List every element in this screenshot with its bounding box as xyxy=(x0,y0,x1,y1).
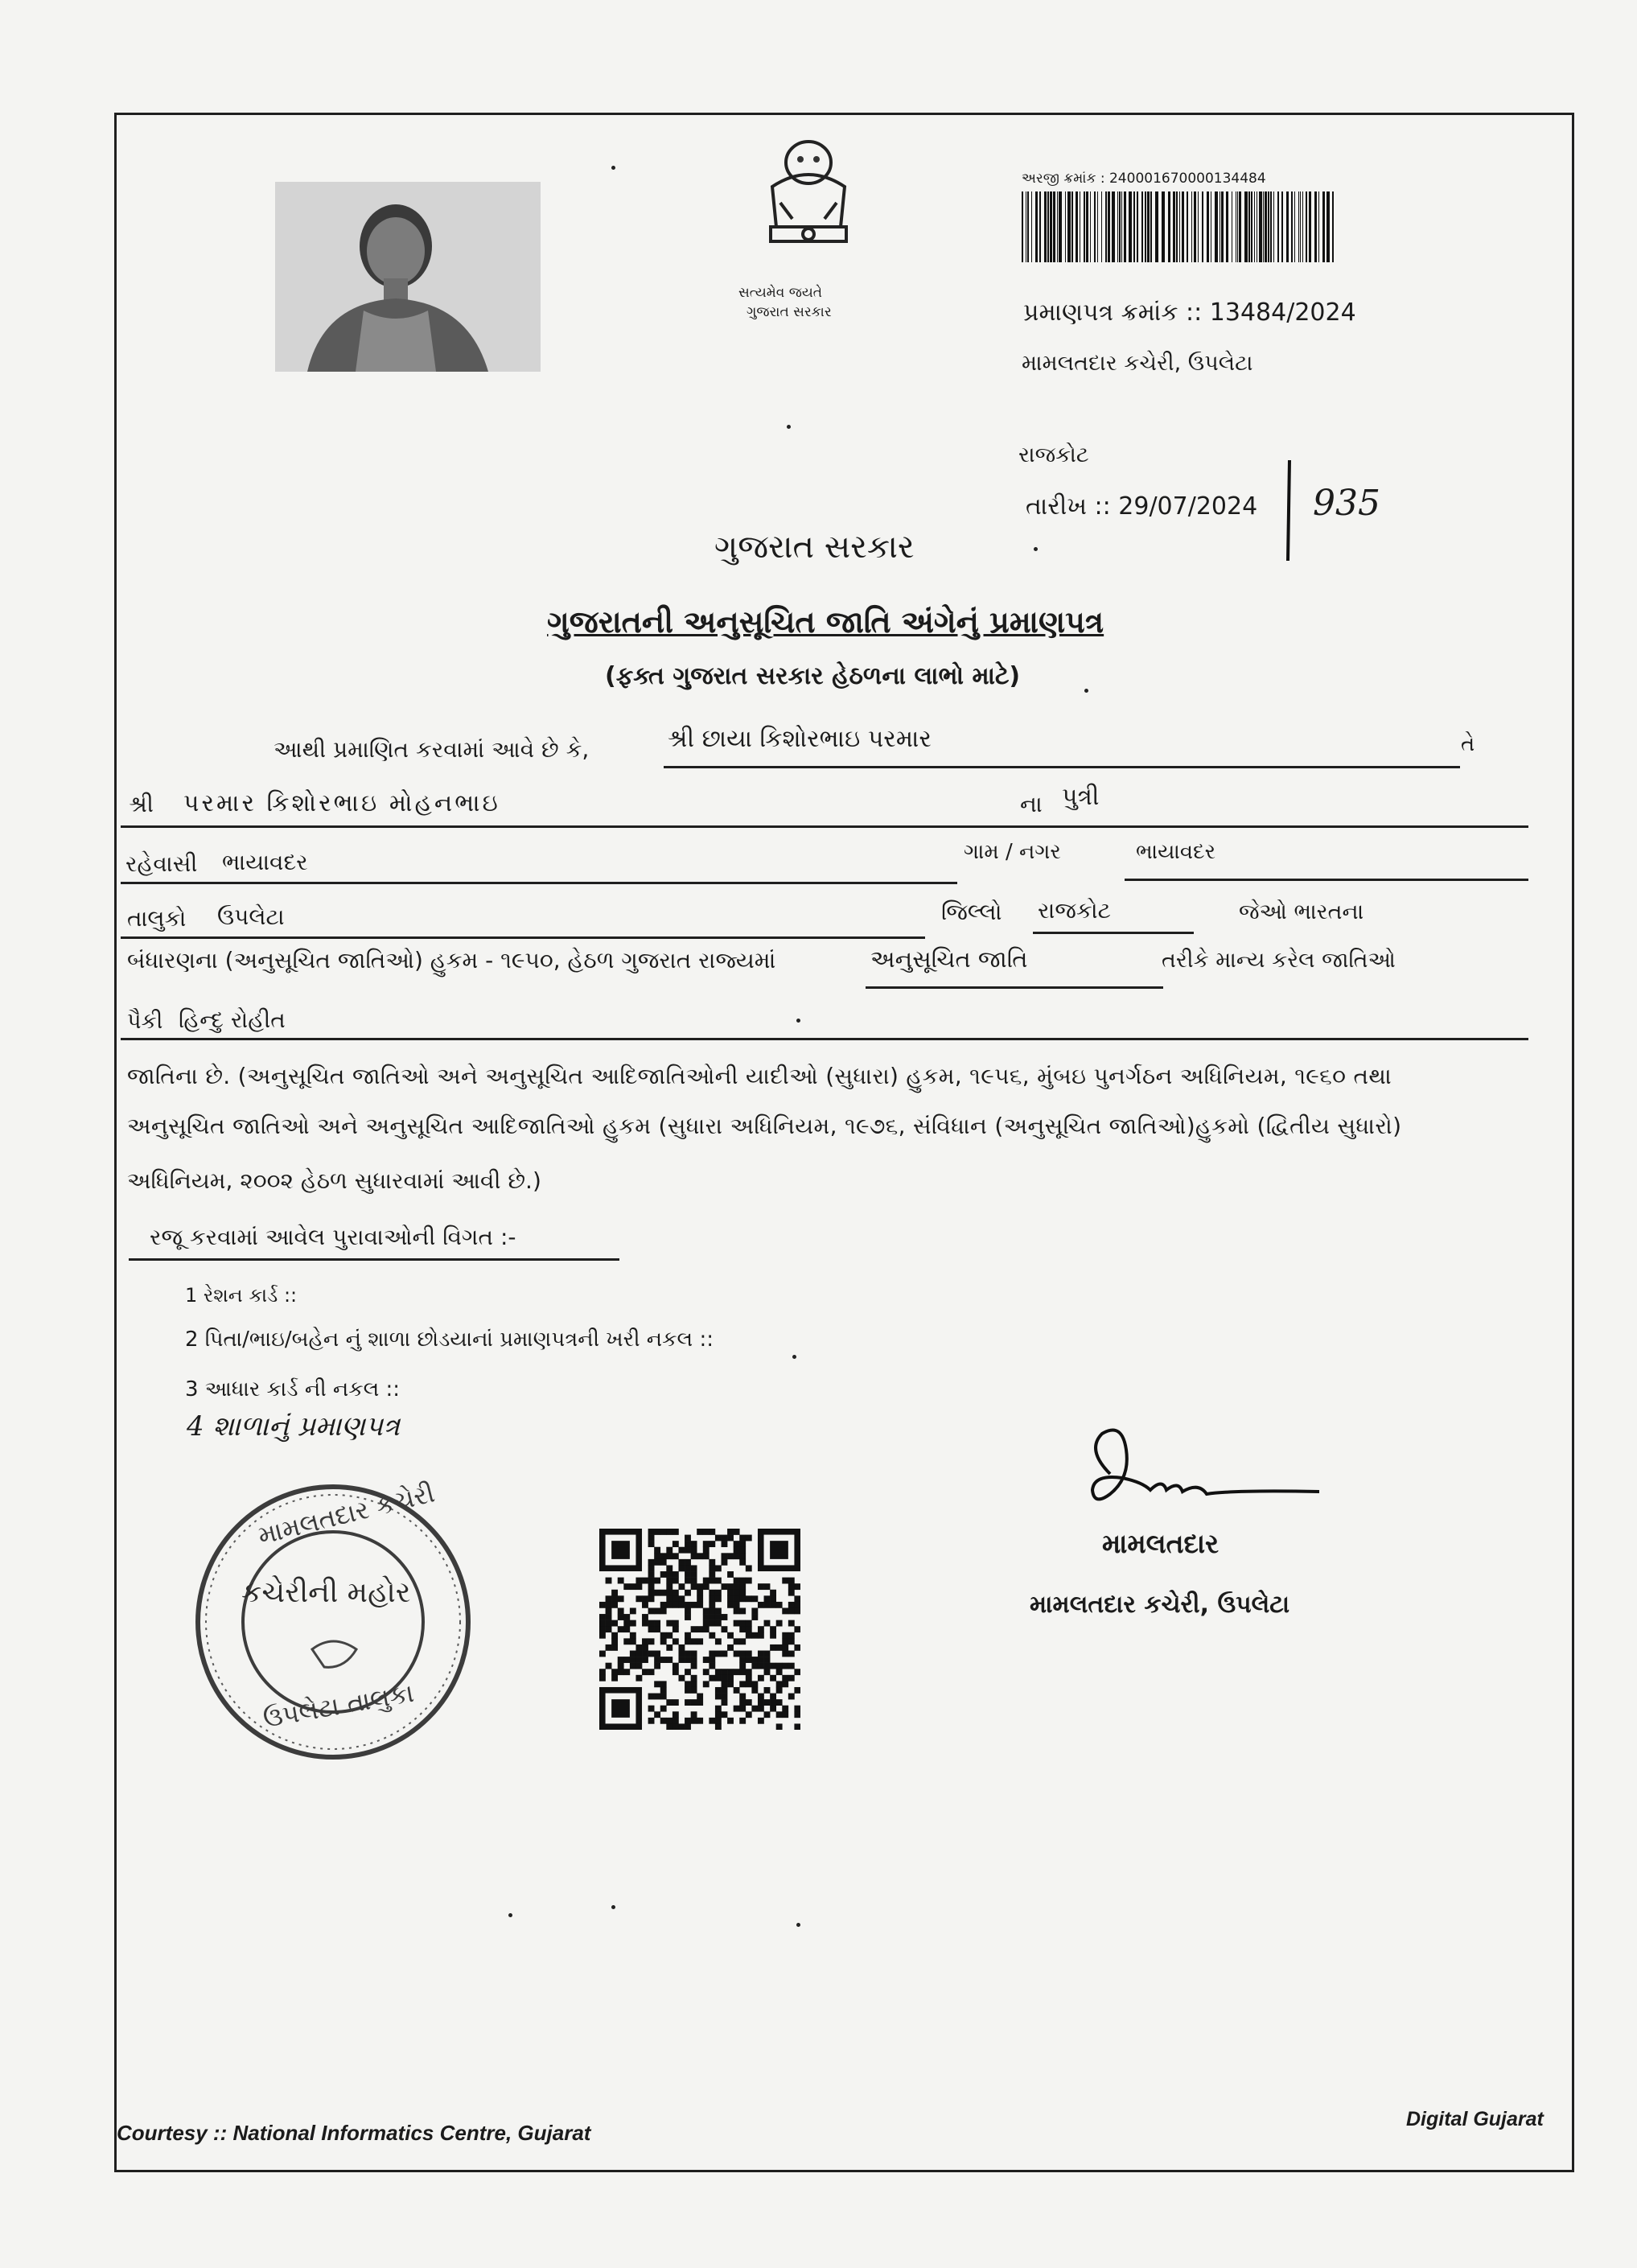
india-text: જેઓ ભારતના xyxy=(1239,899,1364,924)
certificate-number: પ્રમાણપત્ર ક્રમાંક :: 13484/2024 xyxy=(1023,298,1356,327)
evidence-item-3: 3 આધાર કાર્ડ ની નકલ :: xyxy=(185,1377,401,1402)
signature xyxy=(1062,1418,1327,1522)
evidence-item-1: 1 રેશન કાર્ડ :: xyxy=(185,1284,298,1307)
application-number: અરજી ક્રમાંક : 240001670000134484 xyxy=(1022,171,1266,187)
district-label: જિલ્લો xyxy=(941,899,1002,925)
emblem-caption-1: સત્યમેવ જયતે xyxy=(738,285,823,301)
qr-code xyxy=(599,1529,800,1730)
barcode xyxy=(1022,191,1337,262)
office-name: મામલતદાર કચેરી, ઉપલેટા xyxy=(1022,351,1253,376)
te-text: તે xyxy=(1461,732,1475,756)
recognized-text: તરીકે માન્ય કરેલ જાતિઓ xyxy=(1162,948,1396,973)
among-label: પૈકી xyxy=(127,1009,163,1034)
resident-label: રહેવાસી xyxy=(125,850,198,877)
category-value: અનુસૂચિત જાતિ xyxy=(870,945,1028,973)
certificate-frame xyxy=(114,113,1574,2172)
village-value: ભાયાવદર xyxy=(1136,840,1216,864)
shri-label: શ્રી xyxy=(129,791,154,817)
government-title: ગુજરાત સરકાર xyxy=(714,529,915,566)
taluka-label: તાલુકો xyxy=(127,905,187,932)
certificate-date: તારીખ :: 29/07/2024 xyxy=(1026,492,1258,521)
signatory-title: મામલતદાર xyxy=(1102,1528,1220,1559)
applicant-photo xyxy=(275,182,541,372)
certificate-subtitle: (ફક્ત ગુજરાત સરકાર હેઠળના લાભો માટે) xyxy=(605,662,1021,690)
handwritten-number: 935 xyxy=(1313,483,1380,524)
emblem-icon xyxy=(748,130,869,291)
district-value: રાજકોટ xyxy=(1038,897,1111,924)
evidence-item-2: 2 પિતા/ભાઇ/બહેન નું શાળા છોડયાનાં પ્રમાણપત્રની ખરી નકલ :: xyxy=(185,1327,714,1352)
relation: પુત્રી xyxy=(1062,783,1100,811)
header-district: રાજકોટ xyxy=(1018,442,1089,467)
village-label: ગામ / નગર xyxy=(964,840,1061,864)
seal-center-text: કચેરીની મહોર xyxy=(241,1576,411,1609)
emblem-caption-2: ગુજરાત સરકાર xyxy=(747,304,832,320)
na-text: ના xyxy=(1020,791,1043,817)
father-name: પરમાર કિશોરભાઇ મોહનભાઇ xyxy=(183,789,500,817)
footer-courtesy: Courtesy :: National Informatics Centre, Gujarat xyxy=(117,2121,591,2145)
certify-label: આથી પ્રમાણિત કરવામાં આવે છે કે, xyxy=(274,736,590,763)
resident-value: ભાયાવદર xyxy=(222,849,308,875)
seal-top-text: મામલતદાર કચેરી xyxy=(254,1477,438,1551)
handwritten-evidence-item: 4 શાળાનું પ્રમાણપત્ર xyxy=(187,1410,400,1443)
certificate-title: ગુજરાતની અનુસૂચિત જાતિ અંગેનું પ્રમાણપત્ર xyxy=(547,604,1104,640)
holder-name: શ્રી છાયા કિશોરભાઇ પરમાર xyxy=(668,725,932,753)
seal-bottom-text: ઉપલેટા તાલુકા xyxy=(261,1677,417,1735)
caste-value: હિન્દુ રોહીત xyxy=(179,1006,286,1033)
paragraph-line-3: અધિનિયમ, ૨૦૦૨ હેઠળ સુધારવામાં આવી છે.) xyxy=(127,1167,541,1194)
constitution-text: બંધારણના (અનુસૂચિત જાતિઓ) હુકમ - ૧૯૫૦, હેઠળ ગુજરાત રાજ્યમાં xyxy=(127,947,776,973)
footer-brand: Digital Gujarat xyxy=(1406,2108,1544,2130)
paragraph-line-1: જાતિના છે. (અનુસૂચિત જાતિઓ અને અનુસૂચિત આદિજાતિઓની યાદીઓ (સુધારા) હુકમ, ૧૯૫૬, મુંબઇ પુનર્ગઠન અધિનિયમ, ૧૯૬૦ તથા xyxy=(127,1063,1392,1089)
taluka-value: ઉપલેટા xyxy=(217,903,285,930)
signatory-office: મામલતદાર કચેરી, ઉપલેટા xyxy=(1030,1591,1290,1619)
paragraph-line-2: અનુસૂચિત જાતિઓ અને અનુસૂચિત આદિજાતિઓ હુકમ (સુધારા અધિનિયમ, ૧૯૭૬, સંવિધાન (અનુસૂચિત જાતિઓ)હુકમો (દ્વિતીય સુધારો) xyxy=(127,1113,1402,1139)
evidence-heading: રજૂ કરવામાં આવેલ પુરાવાઓની વિગત :- xyxy=(150,1224,516,1250)
